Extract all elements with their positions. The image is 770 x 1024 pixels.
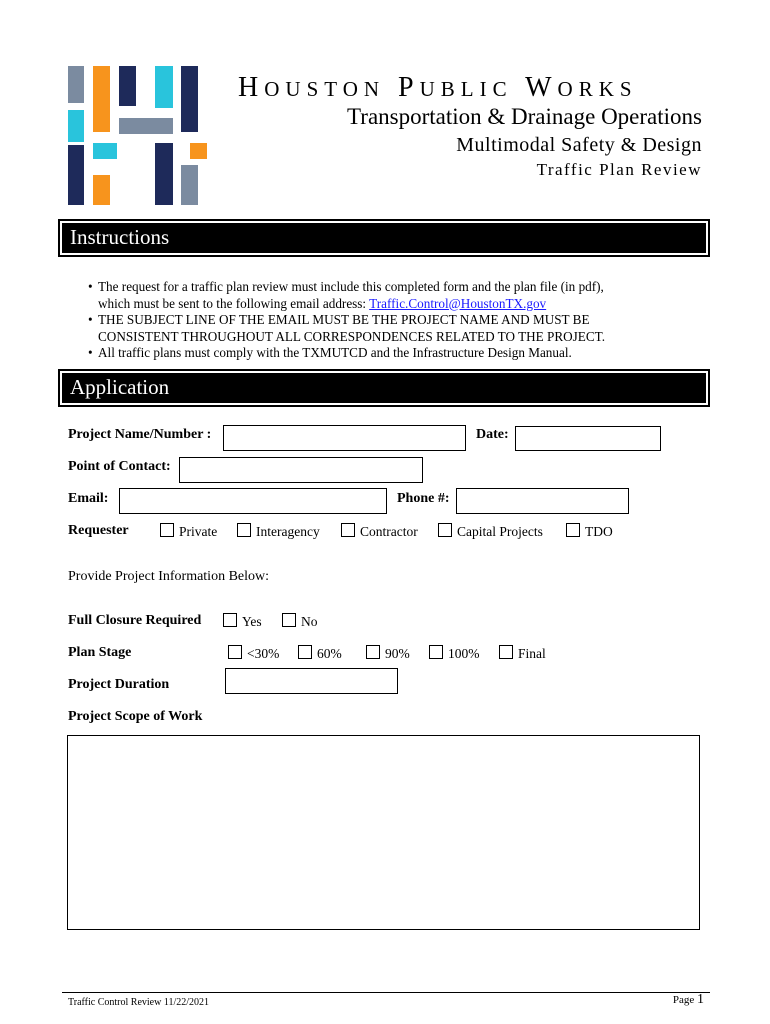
logo-bar — [68, 145, 84, 205]
plan-stage-90-checkbox[interactable] — [366, 645, 380, 659]
logo-bar — [68, 66, 84, 103]
title-letter: P — [398, 72, 420, 103]
plan-stage-option-label: 90% — [385, 646, 410, 661]
full-closure-option-label: Yes — [242, 614, 262, 629]
project-duration-label: Project Duration — [68, 677, 170, 692]
provide-info-text: Provide Project Information Below: — [68, 569, 270, 584]
plan-stage-label: Plan Stage — [68, 645, 132, 660]
requester-option-label: Interagency — [256, 524, 320, 539]
list-item — [68, 312, 708, 345]
email-link[interactable]: Traffic.Control@HoustonTX.gov — [369, 295, 547, 311]
scope-of-work-label: Project Scope of Work — [68, 709, 203, 724]
logo-bar — [93, 143, 117, 159]
bullet-text: THE SUBJECT LINE OF THE EMAIL MUST BE THE PROJECT NAME AND MUST BE — [98, 312, 590, 327]
title-word: OUSTON — [264, 77, 386, 101]
requester-label: Requester — [68, 523, 129, 538]
title-letter: H — [238, 72, 265, 103]
agency-title — [238, 72, 708, 104]
email-field[interactable] — [119, 488, 387, 514]
list-item — [68, 279, 708, 312]
full-closure-label: Full Closure Required — [68, 613, 202, 628]
logo-bar — [68, 110, 84, 142]
logo-bar — [93, 175, 110, 205]
bullet-text: All traffic plans must comply with the TXMUTCD and the Infrastructure Design Manual. — [98, 345, 572, 360]
date-field[interactable] — [515, 426, 661, 451]
project-name-label: Project Name/Number : — [68, 427, 212, 442]
plan-stage-option-label: Final — [518, 646, 546, 661]
scope-of-work-textarea[interactable] — [67, 735, 700, 930]
instructions-heading: Instructions — [70, 225, 170, 249]
full-closure-no-checkbox[interactable] — [282, 613, 296, 627]
footer-divider — [62, 992, 710, 993]
requester-contractor-checkbox[interactable] — [341, 523, 355, 537]
bullet-glyph: • — [88, 279, 93, 294]
project-name-field[interactable] — [223, 425, 466, 451]
title-letter: W — [525, 72, 558, 103]
form-name: Traffic Plan Review — [536, 160, 702, 179]
logo-bar — [119, 66, 136, 106]
logo-bar — [190, 143, 207, 159]
requester-capital-projects-checkbox[interactable] — [438, 523, 452, 537]
division-name: Transportation & Drainage Operations — [347, 104, 702, 129]
title-word: UBLIC — [419, 77, 513, 101]
bullet-text: which must be sent to the following email address: — [98, 295, 370, 311]
plan-stage-option-label: 60% — [317, 646, 342, 661]
logo-bar — [155, 143, 173, 205]
point-of-contact-field[interactable] — [179, 457, 423, 483]
instructions-header — [58, 219, 710, 257]
phone-field[interactable] — [456, 488, 629, 514]
point-of-contact-label: Point of Contact: — [68, 459, 171, 474]
requester-option-label: TDO — [585, 524, 613, 539]
requester-option-label: Capital Projects — [457, 524, 543, 539]
footer-form-id: Traffic Control Review 11/22/2021 — [68, 997, 210, 1008]
date-label: Date: — [476, 427, 509, 442]
logo-bar — [155, 66, 173, 108]
requester-option-label: Contractor — [360, 524, 418, 539]
requester-interagency-checkbox[interactable] — [237, 523, 251, 537]
project-duration-field[interactable] — [225, 668, 398, 694]
plan-stage-60-checkbox[interactable] — [298, 645, 312, 659]
instructions-list — [68, 279, 708, 362]
branch-name: Multimodal Safety & Design — [456, 134, 702, 156]
page-num: 1 — [697, 992, 704, 1007]
logo-bar — [119, 118, 173, 134]
bullet-text: The request for a traffic plan review must include this completed form and the plan file (in pdf), — [98, 279, 604, 294]
full-closure-yes-checkbox[interactable] — [223, 613, 237, 627]
bullet-glyph: • — [88, 345, 93, 360]
title-word: ORKS — [557, 77, 638, 101]
plan-stage-lt30-checkbox[interactable] — [228, 645, 242, 659]
plan-stage-option-label: 100% — [448, 646, 480, 661]
requester-option-label: Private — [179, 524, 218, 539]
logo-bar — [181, 66, 198, 132]
bullet-glyph: • — [88, 312, 93, 327]
list-item — [68, 345, 708, 362]
bullet-text: CONSISTENT THROUGHOUT ALL CORRESPONDENCES RELATED TO THE PROJECT. — [98, 328, 606, 344]
plan-stage-option-label: <30% — [247, 646, 280, 661]
logo-bar — [181, 165, 198, 205]
page-number — [673, 992, 704, 1008]
phone-label: Phone #: — [397, 491, 450, 506]
requester-tdo-checkbox[interactable] — [566, 523, 580, 537]
page-word: Page — [672, 994, 695, 1006]
plan-stage-final-checkbox[interactable] — [499, 645, 513, 659]
application-heading: Application — [70, 375, 170, 399]
requester-private-checkbox[interactable] — [160, 523, 174, 537]
full-closure-option-label: No — [301, 614, 318, 629]
application-header — [58, 369, 710, 407]
email-label: Email: — [68, 491, 109, 506]
plan-stage-100-checkbox[interactable] — [429, 645, 443, 659]
logo-bar — [93, 66, 110, 132]
